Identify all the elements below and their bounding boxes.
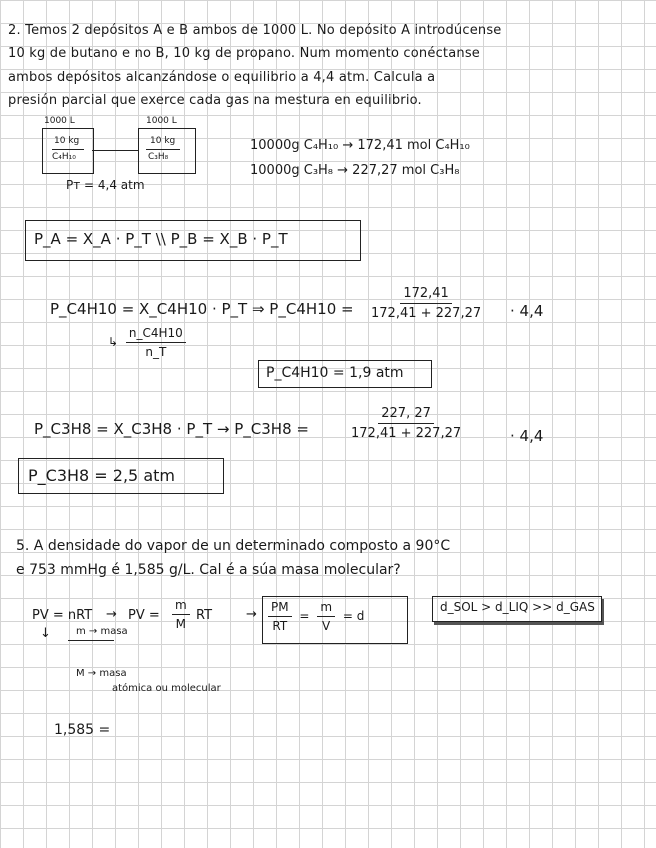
tank-b-divider bbox=[146, 149, 180, 150]
tank-a bbox=[42, 128, 94, 174]
gas-law-mass-denominator: M bbox=[175, 617, 187, 631]
problem5-line2: e 753 mmHg é 1,585 g/L. Cal é a súa masa molecular? bbox=[16, 562, 401, 578]
ideal-gas-law: PV = nRT bbox=[32, 608, 93, 623]
propane-multiplier: · 4,4 bbox=[510, 427, 544, 445]
tank-b-volume: 1000 L bbox=[146, 116, 177, 126]
propane-conversion: 10000g C₃H₈ → 227,27 mol C₃H₈ bbox=[250, 163, 460, 178]
propane-fraction bbox=[348, 406, 464, 441]
tank-b-gas: C₃H₈ bbox=[148, 152, 169, 162]
gas-law-mass-form-lhs: PV = bbox=[128, 608, 160, 623]
butane-fraction bbox=[368, 286, 484, 321]
density-value-line: 1,585 = bbox=[54, 722, 111, 738]
propane-fraction-denominator: 172,41 + 227,27 bbox=[351, 426, 462, 441]
derivation-down-arrow: ↓ bbox=[40, 626, 51, 641]
tank-b-mass: 10 kg bbox=[150, 136, 176, 146]
problem5-line1: 5. A densidade do vapor de un determinado composto a 90°C bbox=[16, 538, 451, 554]
problem2-line2: 10 kg de butano e no B, 10 kg de propano. Num momento conéctanse bbox=[8, 46, 480, 61]
butane-equation-lhs: P_C4H10 = X_C4H10 · P_T ⇒ P_C4H10 = bbox=[50, 300, 354, 318]
gas-law-mass-fraction bbox=[172, 598, 190, 631]
butane-fraction-numerator: 172,41 bbox=[400, 286, 452, 304]
butane-hint: ↳ $\frac{n\_C4H10}{n\_T}$ bbox=[108, 326, 186, 359]
propane-equation-lhs: P_C3H8 = X_C3H8 · P_T → P_C3H8 = bbox=[34, 420, 309, 438]
propane-fraction-numerator: 227, 27 bbox=[378, 406, 434, 424]
note-atomic-molecular: atómica ou molecular bbox=[112, 683, 221, 694]
tank-a-gas: C₄H₁₀ bbox=[52, 152, 76, 162]
density-formula-equals: = bbox=[299, 609, 310, 623]
derivation-fraction-bar bbox=[68, 640, 114, 641]
tank-a-mass: 10 kg bbox=[54, 136, 80, 146]
note-mass: m → masa bbox=[76, 626, 128, 637]
density-formula-denominator-2: V bbox=[322, 619, 331, 633]
tank-a-divider bbox=[52, 149, 84, 150]
butane-hint-numerator: n_C4H10 bbox=[126, 326, 186, 343]
density-formula bbox=[268, 600, 364, 633]
problem2-line1: 2. Temos 2 depósitos A e B ambos de 1000 L. No depósito A introdúcense bbox=[8, 23, 502, 38]
gas-law-arrow-1: → bbox=[106, 607, 117, 622]
tank-b bbox=[138, 128, 196, 174]
butane-fraction-denominator: 172,41 + 227,27 bbox=[371, 306, 482, 321]
density-formula-rhs: = d bbox=[342, 609, 365, 623]
problem2-line3: ambos depósitos alcanzándose o equilibrio a 4,4 atm. Calcula a bbox=[8, 70, 436, 85]
butane-result: P_C4H10 = 1,9 atm bbox=[266, 365, 404, 381]
problem2-line4: presión parcial que exerce cada gas na mestura en equilibrio. bbox=[8, 93, 422, 108]
butane-multiplier: · 4,4 bbox=[510, 302, 544, 320]
butane-conversion: 10000g C₄H₁₀ → 172,41 mol C₄H₁₀ bbox=[250, 138, 470, 153]
dalton-formula: P_A = X_A · P_T \\ P_B = X_B · P_T bbox=[34, 230, 288, 248]
note-molar-mass: M → masa bbox=[76, 668, 127, 679]
density-formula-denominator: RT bbox=[272, 619, 288, 633]
gas-law-mass-numerator: m bbox=[172, 598, 190, 615]
density-order: d_SOL > d_LIQ >> d_GAS bbox=[440, 600, 595, 614]
tank-connector bbox=[92, 150, 138, 151]
propane-result: P_C3H8 = 2,5 atm bbox=[28, 466, 175, 485]
butane-hint-denominator: n_T bbox=[145, 345, 167, 359]
gas-law-arrow-2: → bbox=[246, 607, 257, 622]
tank-a-volume: 1000 L bbox=[44, 116, 75, 126]
gas-law-mass-form-rhs: RT bbox=[196, 608, 213, 623]
density-formula-numerator: PM bbox=[268, 600, 292, 617]
total-pressure: Pᴛ = 4,4 atm bbox=[66, 178, 145, 192]
density-formula-numerator-2: m bbox=[317, 600, 335, 617]
